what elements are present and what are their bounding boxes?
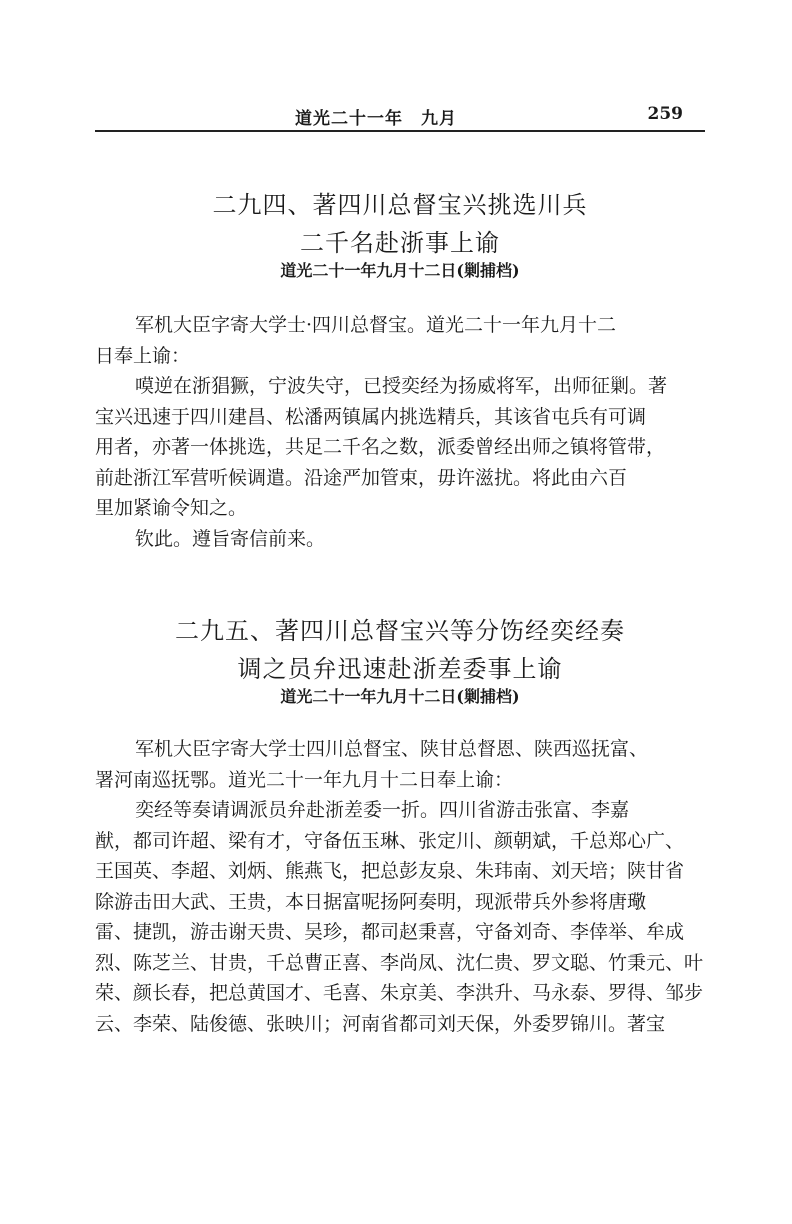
text-line: 猷，都司许超、梁有才，守备伍玉琳、张定川、颜朝斌，千总郑心广、 [95, 829, 685, 852]
text-line: 前赴浙江军营听候调遣。沿途严加管束，毋许滋扰。将此由六百 [95, 466, 628, 489]
section-date: 道光二十一年九月十二日(剿捕档) [280, 261, 520, 280]
text-line: 钦此。遵旨寄信前来。 [135, 527, 326, 550]
section-title-line: 调之员弁迅速赴浙差委事上谕 [237, 655, 563, 683]
text-line: 军机大臣字寄大学士·四川总督宝。道光二十一年九月十二 [135, 314, 617, 336]
text-line: 云、李荣、陆俊德、张映川；河南省都司刘天保，外委罗锦川。著宝 [95, 1012, 666, 1035]
text-line: 署河南巡抚鄂。道光二十一年九月十二日奉上谕： [95, 768, 514, 791]
section-body-294 [95, 310, 705, 554]
text-line: 烈、陈芝兰、甘贵，千总曹正喜、李尚凤、沈仁贵、罗文聪、竹秉元、叶 [95, 951, 704, 974]
section-title-line: 二千名赴浙事上谕 [300, 229, 500, 257]
text-line: 除游击田大武、王贵，本日据富呢扬阿奏明，现派带兵外参将唐璥 [95, 890, 647, 913]
text-line: 奕经等奏请调派员弁赴浙差委一折。四川省游击张富、李嘉 [135, 799, 630, 821]
header-title: 道光二十一年 九月 [295, 109, 457, 129]
section-title-line: 二九五、著四川总督宝兴等分饬经奕经奏 [175, 617, 625, 645]
section-body-295 [95, 734, 705, 1039]
section-heading-294 [95, 186, 705, 262]
section-heading-295 [95, 612, 705, 688]
text-line: 里加紧谕令知之。 [95, 497, 248, 519]
text-line: 荣、颜长春，把总黄国才、毛喜、朱京美、李洪升、马永泰、罗得、邹步 [95, 982, 704, 1004]
text-line: 嗼逆在浙猖獗，宁波失守，已授奕经为扬威将军，出师征剿。著 [135, 375, 668, 397]
text-line: 用者，亦著一体挑选，共足二千名之数，派委曾经出师之镇将管带， [95, 436, 666, 458]
text-line: 军机大臣字寄大学士四川总督宝、陕甘总督恩、陕西巡抚富、 [135, 738, 649, 760]
text-line: 日奉上谕： [95, 344, 191, 367]
running-header [95, 104, 705, 132]
section-title-line: 二九四、著四川总督宝兴挑选川兵 [212, 191, 588, 219]
text-line: 宝兴迅速于四川建昌、松潘两镇属内挑选精兵，其该省屯兵有可调 [95, 405, 647, 428]
text-line: 雷、捷凯，游击谢天贵、吴珍，都司赵秉喜，守备刘奇、李倖举、牟成 [95, 921, 685, 943]
page-number: 259 [647, 104, 683, 124]
text-line: 王国英、李超、刘炳、熊燕飞，把总彭友泉、朱玮南、刘天培；陕甘省 [95, 860, 685, 882]
section-date: 道光二十一年九月十二日(剿捕档) [280, 687, 520, 706]
